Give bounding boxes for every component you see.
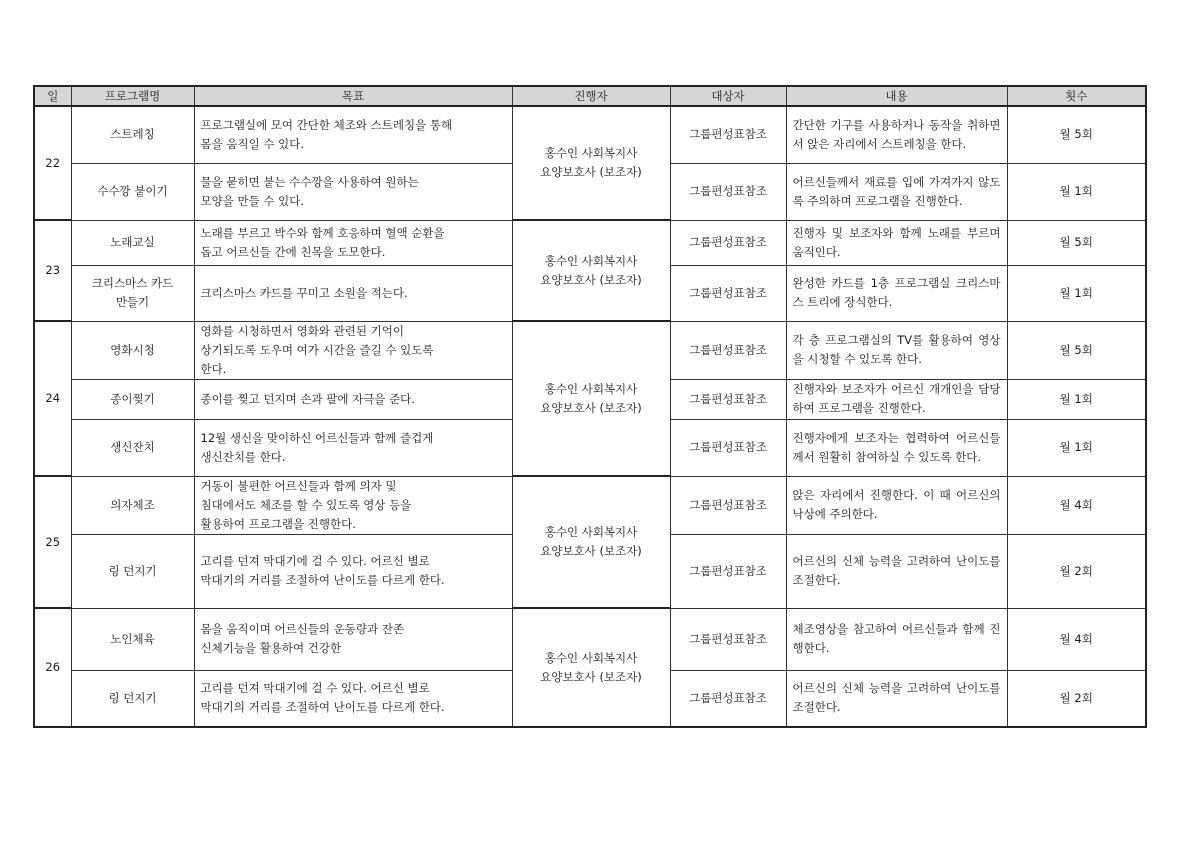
frequency-cell: 월 4회 [1007,476,1146,534]
goal-cell: 거동이 불편한 어르신들과 함께 의자 및 침대에서도 체조를 할 수 있도록 영상 등을 활용하여 프로그램을 진행한다. [194,476,512,534]
program-name-cell: 링 던지기 [71,534,194,608]
frequency-cell: 월 1회 [1007,265,1146,321]
table-body [34,106,1146,727]
header-staff: 진행자 [512,86,670,106]
table-row [34,608,1146,670]
content-cell: 어르신의 신체 능력을 고려하여 난이도를 조절한다. [786,534,1007,608]
frequency-cell: 월 4회 [1007,608,1146,670]
target-cell: 그룹편성표참조 [670,608,786,670]
target-cell: 그룹편성표참조 [670,163,786,220]
content-cell: 체조영상을 참고하여 어르신들과 함께 진행한다. [786,608,1007,670]
header-goal: 목표 [194,86,512,106]
goal-cell: 크리스마스 카드를 꾸미고 소원을 적는다. [194,265,512,321]
target-cell: 그룹편성표참조 [670,321,786,379]
header-program: 프로그램명 [71,86,194,106]
content-cell: 진행자에게 보조자는 협력하여 어르신들께서 원활히 참여하실 수 있도록 한다. [786,419,1007,476]
staff-cell: 홍수인 사회복지사 요양보호사 (보조자) [512,608,670,727]
frequency-cell: 월 2회 [1007,670,1146,727]
header-day: 일 [34,86,71,106]
target-cell: 그룹편성표참조 [670,419,786,476]
content-cell: 간단한 기구를 사용하거나 동작을 취하면서 앉은 자리에서 스트레칭을 한다. [786,106,1007,163]
program-name-cell: 종이찢기 [71,379,194,419]
frequency-cell: 월 5회 [1007,106,1146,163]
header-content: 내용 [786,86,1007,106]
content-cell: 진행자와 보조자가 어르신 개개인을 담당하여 프로그램을 진행한다. [786,379,1007,419]
content-cell: 어르신의 신체 능력을 고려하여 난이도를 조절한다. [786,670,1007,727]
program-schedule-table [33,85,1147,728]
program-name-cell: 노인체육 [71,608,194,670]
goal-cell: 노래를 부르고 박수와 함께 호응하며 혈액 순환을 돕고 어르신들 간에 친목을 도모한다. [194,220,512,265]
frequency-cell: 월 1회 [1007,163,1146,220]
target-cell: 그룹편성표참조 [670,220,786,265]
target-cell: 그룹편성표참조 [670,106,786,163]
frequency-cell: 월 1회 [1007,419,1146,476]
frequency-cell: 월 5회 [1007,220,1146,265]
frequency-cell: 월 5회 [1007,321,1146,379]
program-name-cell: 링 던지기 [71,670,194,727]
table-row [34,476,1146,534]
goal-cell: 고리를 던져 막대기에 걸 수 있다. 어르신 별로 막대기의 거리를 조절하여 난이도를 다르게 한다. [194,534,512,608]
program-name-cell: 생신잔치 [71,419,194,476]
target-cell: 그룹편성표참조 [670,670,786,727]
content-cell: 어르신들께서 재료를 입에 가져가지 않도록 주의하며 프로그램을 진행한다. [786,163,1007,220]
day-cell: 24 [34,321,71,476]
staff-cell: 홍수인 사회복지사 요양보호사 (보조자) [512,106,670,220]
header-frequency: 횟수 [1007,86,1146,106]
header-target: 대상자 [670,86,786,106]
staff-cell: 홍수인 사회복지사 요양보호사 (보조자) [512,476,670,608]
day-cell: 26 [34,608,71,727]
program-name-cell: 크리스마스 카드 만들기 [71,265,194,321]
day-cell: 22 [34,106,71,220]
goal-cell: 물을 묻히면 붙는 수수깡을 사용하여 원하는 모양을 만들 수 있다. [194,163,512,220]
program-name-cell: 스트레칭 [71,106,194,163]
content-cell: 앉은 자리에서 진행한다. 이 때 어르신의 낙상에 주의한다. [786,476,1007,534]
day-cell: 25 [34,476,71,608]
target-cell: 그룹편성표참조 [670,379,786,419]
day-cell: 23 [34,220,71,321]
goal-cell: 고리를 던져 막대기에 걸 수 있다. 어르신 별로 막대기의 거리를 조절하여 난이도를 다르게 한다. [194,670,512,727]
staff-cell: 홍수인 사회복지사 요양보호사 (보조자) [512,220,670,321]
program-name-cell: 영화시청 [71,321,194,379]
goal-cell: 영화를 시청하면서 영화와 관련된 기억이 상기되도록 도우며 여가 시간을 즐길 수 있도록 한다. [194,321,512,379]
table-row [34,321,1146,379]
staff-cell: 홍수인 사회복지사 요양보호사 (보조자) [512,321,670,476]
goal-cell: 프로그램실에 모여 간단한 체조와 스트레칭을 통해 몸을 움직일 수 있다. [194,106,512,163]
frequency-cell: 월 2회 [1007,534,1146,608]
content-cell: 완성한 카드를 1층 프로그램실 크리스마스 트리에 장식한다. [786,265,1007,321]
program-name-cell: 노래교실 [71,220,194,265]
target-cell: 그룹편성표참조 [670,534,786,608]
program-name-cell: 수수깡 붙이기 [71,163,194,220]
goal-cell: 몸을 움직이며 어르신들의 운동량과 잔존 신체기능을 활용하여 건강한 [194,608,512,670]
header-row [34,86,1146,106]
program-name-cell: 의자체조 [71,476,194,534]
content-cell: 진행자 및 보조자와 함께 노래를 부르며 움직인다. [786,220,1007,265]
target-cell: 그룹편성표참조 [670,265,786,321]
table-row [34,106,1146,163]
goal-cell: 종이를 찢고 던지며 손과 팔에 자극을 준다. [194,379,512,419]
goal-cell: 12월 생신을 맞이하신 어르신들과 함께 즐겁게 생신잔치를 한다. [194,419,512,476]
table-row [34,220,1146,265]
content-cell: 각 층 프로그램실의 TV를 활용하여 영상을 시청할 수 있도록 한다. [786,321,1007,379]
frequency-cell: 월 1회 [1007,379,1146,419]
target-cell: 그룹편성표참조 [670,476,786,534]
